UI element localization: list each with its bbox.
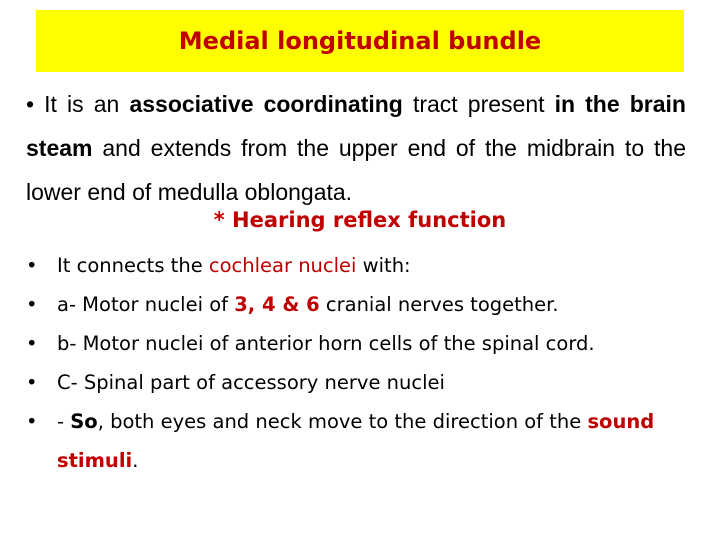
item-text: with: [356, 254, 411, 277]
bullet: • [26, 254, 38, 277]
item-text: b- Motor nuclei of anterior horn cells of the spinal cord. [57, 332, 595, 355]
list-item [26, 402, 706, 480]
list-item [26, 363, 706, 402]
intro-bullet: • [26, 91, 35, 117]
item-text: a- Motor nuclei of [57, 293, 235, 316]
list-item [26, 285, 706, 324]
list-item [26, 246, 706, 285]
item-text: cranial nerves together. [319, 293, 559, 316]
intro-text-3: and extends from the upper end of the midbrain to the lower end of medulla oblongata. [26, 135, 686, 205]
bullet: • [26, 293, 38, 316]
item-text: . [132, 449, 139, 472]
bullet: • [26, 332, 38, 355]
slide-title: Medial longitudinal bundle [178, 27, 542, 55]
list-item [26, 324, 706, 363]
intro-text-1: It is an [44, 91, 130, 117]
intro-paragraph [26, 82, 686, 214]
intro-text-2: tract present [402, 91, 555, 117]
item-bold: So [70, 410, 98, 433]
bullet-list [26, 246, 706, 480]
intro-bold-1: associative coordinating [129, 91, 403, 117]
intro-bold-2: in the brain steam [26, 91, 686, 161]
item-highlight: cochlear nuclei [208, 254, 357, 277]
item-text: C- Spinal part of accessory nerve nuclei [57, 371, 445, 394]
item-highlight: 3, 4 & 6 [234, 293, 320, 316]
subheading: * Hearing reflex function [213, 208, 507, 232]
title-banner [36, 10, 684, 72]
item-highlight: sound stimuli [57, 410, 655, 472]
bullet: • [26, 371, 38, 394]
item-text: - [57, 410, 71, 433]
item-text: , both eyes and neck move to the direction of the [97, 410, 588, 433]
bullet: • [26, 410, 38, 433]
item-text: It connects the [57, 254, 209, 277]
